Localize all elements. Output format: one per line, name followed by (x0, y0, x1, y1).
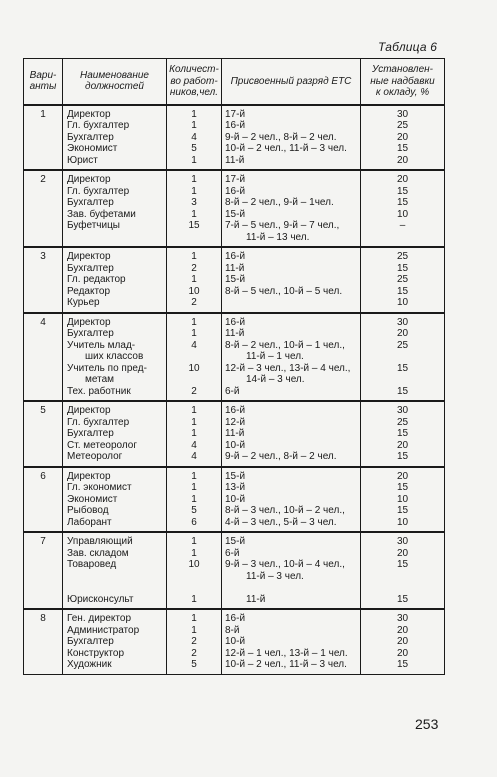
variant-number: 7 (24, 532, 63, 609)
position-name: ших классов (85, 351, 144, 362)
worker-count: 2 (191, 385, 197, 397)
salary-bonus-cell (361, 532, 445, 609)
salary-bonus: 10 (396, 493, 409, 505)
variant-number: 3 (24, 247, 63, 313)
salary-bonus-cell (361, 401, 445, 467)
worker-count (167, 232, 221, 244)
worker-count-cell (167, 532, 222, 609)
salary-bonus: – (399, 220, 406, 231)
header-name: Наименование должностей (63, 59, 167, 105)
worker-count-cell (167, 105, 222, 171)
worker-count: 1 (191, 405, 197, 416)
salary-bonus: 20 (396, 547, 409, 559)
table-row (24, 401, 445, 467)
salary-bonus: 15 (396, 262, 409, 274)
assigned-grade: 7-й – 5 чел., 9-й – 7 чел., (225, 220, 340, 231)
assigned-grade: 16-й (225, 316, 246, 328)
assigned-grade: 11-й – 13 чел. (246, 231, 310, 243)
salary-bonus: 20 (396, 624, 409, 636)
salary-bonus: 20 (396, 470, 409, 482)
position-name: Товаровед (67, 559, 117, 570)
worker-count-cell (167, 467, 222, 533)
worker-count (167, 571, 221, 583)
positions-table (23, 58, 445, 675)
worker-count: 6 (191, 516, 197, 528)
position-name: Гл. бухгалтер (67, 185, 130, 197)
position-name: Тех. работник (67, 385, 131, 397)
worker-count: 1 (191, 274, 197, 285)
salary-bonus: 20 (396, 439, 409, 451)
worker-count: 1 (191, 482, 197, 493)
salary-bonus: 25 (396, 251, 409, 262)
assigned-grade: 16-й (225, 185, 246, 197)
salary-bonus: 15 (396, 385, 409, 397)
salary-bonus: 30 (396, 536, 409, 547)
variant-number: 2 (24, 170, 63, 247)
worker-count: 1 (191, 470, 197, 482)
worker-count: 10 (188, 559, 200, 570)
position-name: Директор (67, 405, 111, 416)
worker-count: 1 (191, 154, 197, 166)
table-row (24, 467, 445, 533)
worker-count: 1 (191, 416, 197, 428)
position-name-cell (63, 532, 167, 609)
salary-bonus: 25 (396, 416, 409, 428)
assigned-grade: 15-й (225, 208, 246, 220)
worker-count-cell (167, 401, 222, 467)
assigned-grade: 4-й – 3 чел., 5-й – 3 чел. (225, 516, 337, 528)
position-name (63, 582, 166, 594)
salary-bonus: 15 (396, 362, 409, 374)
worker-count: 1 (191, 624, 197, 636)
assigned-grade: 16-й (225, 405, 246, 416)
table-body (24, 105, 445, 675)
worker-count: 1 (191, 174, 197, 185)
salary-bonus: 15 (396, 197, 409, 208)
worker-count: 4 (191, 339, 197, 351)
assigned-grade: 11-й – 3 чел. (246, 570, 304, 582)
position-name: метам (85, 374, 115, 385)
worker-count: 1 (191, 251, 197, 262)
assigned-grade: 13-й (225, 482, 246, 493)
salary-bonus: 20 (396, 131, 409, 143)
worker-count-cell (167, 247, 222, 313)
position-name: Директор (67, 251, 111, 262)
header-row (24, 59, 445, 105)
salary-bonus: 20 (396, 174, 409, 185)
header-variant: Вари- анты (24, 59, 63, 105)
assigned-grade: 16-й (225, 120, 246, 131)
assigned-grade: 15-й (225, 470, 246, 482)
worker-count: 2 (191, 647, 197, 659)
salary-bonus: 20 (396, 636, 409, 647)
worker-count (167, 582, 221, 594)
position-name: Директор (67, 470, 111, 482)
salary-bonus-cell (361, 105, 445, 171)
table-title: Таблица 6 (378, 40, 438, 54)
assigned-grade: 12-й – 1 чел., 13-й – 1 чел. (225, 647, 348, 659)
position-name: Рыбовод (67, 505, 109, 516)
assigned-grade: 6-й (225, 547, 240, 559)
position-name: Бухгалтер (67, 328, 114, 339)
position-name: Бухгалтер (67, 636, 114, 647)
position-name: Зав. складом (67, 547, 129, 559)
assigned-grade: 8-й – 2 чел., 9-й – 1чел. (225, 197, 334, 208)
position-name: Бухгалтер (67, 131, 114, 143)
salary-bonus: 15 (396, 593, 409, 605)
worker-count: 2 (191, 636, 197, 647)
assigned-grade: 11-й – 1 чел. (246, 351, 304, 362)
position-name: Администратор (67, 624, 140, 636)
table-row (24, 609, 445, 674)
table-row (24, 532, 445, 609)
assigned-grade: 11-й (225, 428, 245, 439)
position-name: Директор (67, 108, 111, 120)
assigned-grade: 10-й (225, 636, 246, 647)
assigned-grade-cell (222, 401, 361, 467)
salary-bonus: 15 (396, 451, 409, 462)
position-name: Экономист (67, 493, 118, 505)
position-name: Метеоролог (67, 451, 123, 462)
worker-count: 1 (191, 316, 197, 328)
table-row (24, 105, 445, 171)
position-name-cell (63, 170, 167, 247)
salary-bonus-cell (361, 467, 445, 533)
position-name: Юрисконсульт (67, 593, 134, 605)
position-name: Конструктор (67, 647, 125, 659)
variant-number: 6 (24, 467, 63, 533)
salary-bonus: 15 (396, 285, 409, 297)
assigned-grade: 8-й – 5 чел., 10-й – 5 чел. (225, 285, 343, 297)
assigned-grade (222, 297, 360, 309)
worker-count: 15 (188, 220, 200, 231)
assigned-grade: 11-й (246, 593, 266, 605)
salary-bonus: 10 (396, 297, 409, 308)
position-name: Редактор (67, 285, 111, 297)
worker-count: 5 (191, 505, 197, 516)
salary-bonus (361, 582, 444, 594)
worker-count: 2 (191, 262, 197, 274)
position-name: Гл. бухгалтер (67, 416, 130, 428)
worker-count: 1 (191, 185, 197, 197)
worker-count: 1 (191, 593, 197, 605)
salary-bonus: 10 (396, 516, 409, 528)
position-name: Гл. редактор (67, 274, 126, 285)
position-name: Юрист (67, 154, 98, 166)
assigned-grade-cell (222, 170, 361, 247)
assigned-grade: 11-й (225, 154, 245, 166)
position-name: Учитель млад- (67, 339, 136, 351)
salary-bonus: 15 (396, 659, 409, 670)
position-name: Директор (67, 316, 111, 328)
assigned-grade-cell (222, 467, 361, 533)
position-name-cell (63, 609, 167, 674)
assigned-grade-cell (222, 532, 361, 609)
salary-bonus (361, 374, 444, 386)
position-name: Экономист (67, 143, 118, 154)
position-name-cell (63, 467, 167, 533)
worker-count: 10 (188, 285, 200, 297)
position-name: Буфетчицы (67, 220, 120, 231)
salary-bonus: 25 (396, 274, 409, 285)
salary-bonus: 15 (396, 482, 409, 493)
worker-count: 4 (191, 131, 197, 143)
assigned-grade: 8-й (225, 624, 240, 636)
position-name-cell (63, 313, 167, 402)
worker-count: 10 (188, 362, 200, 374)
worker-count-cell (167, 170, 222, 247)
worker-count: 5 (191, 659, 197, 670)
salary-bonus: 20 (396, 154, 409, 166)
variant-number: 5 (24, 401, 63, 467)
assigned-grade: 17-й (225, 108, 246, 120)
position-name: Гл. экономист (67, 482, 132, 493)
worker-count: 1 (191, 536, 197, 547)
salary-bonus-cell (361, 313, 445, 402)
position-name: Ст. метеоролог (67, 439, 138, 451)
salary-bonus: 20 (396, 647, 409, 659)
variant-number: 1 (24, 105, 63, 171)
salary-bonus: 15 (396, 428, 409, 439)
assigned-grade: 12-й (225, 416, 246, 428)
salary-bonus: 15 (396, 505, 409, 516)
salary-bonus: 10 (396, 208, 409, 220)
assigned-grade-cell (222, 247, 361, 313)
header-count: Количест- во работ- ников,чел. (167, 59, 222, 105)
position-name: Ген. директор (67, 613, 132, 624)
worker-count: 4 (191, 451, 197, 462)
assigned-grade: 15-й (225, 274, 246, 285)
worker-count: 4 (191, 439, 197, 451)
assigned-grade: 10-й – 2 чел., 11-й – 3 чел. (225, 659, 347, 670)
assigned-grade: 10-й (225, 493, 246, 505)
assigned-grade: 9-й – 3 чел., 10-й – 4 чел., (225, 559, 345, 570)
worker-count: 1 (191, 613, 197, 624)
assigned-grade: 10-й (225, 439, 246, 451)
salary-bonus: 15 (396, 143, 409, 154)
salary-bonus: 25 (396, 339, 409, 351)
assigned-grade (222, 582, 360, 594)
position-name: Бухгалтер (67, 262, 114, 274)
worker-count: 1 (191, 328, 197, 339)
position-name-cell (63, 401, 167, 467)
salary-bonus: 30 (396, 613, 409, 624)
assigned-grade: 9-й – 2 чел., 8-й – 2 чел. (225, 131, 337, 143)
assigned-grade: 17-й (225, 174, 246, 185)
worker-count: 3 (191, 197, 197, 208)
header-bonus: Установлен- ные надбавки к окладу, % (361, 59, 445, 105)
assigned-grade-cell (222, 313, 361, 402)
assigned-grade: 15-й (225, 536, 246, 547)
table-row (24, 313, 445, 402)
assigned-grade-cell (222, 105, 361, 171)
salary-bonus: 15 (396, 559, 409, 570)
salary-bonus (361, 232, 444, 244)
worker-count-cell (167, 313, 222, 402)
variant-number: 8 (24, 609, 63, 674)
position-name: Учитель по пред- (67, 362, 147, 374)
salary-bonus: 30 (396, 316, 409, 328)
worker-count: 1 (191, 493, 197, 505)
assigned-grade: 9-й – 2 чел., 8-й – 2 чел. (225, 451, 337, 462)
position-name: Бухгалтер (67, 428, 114, 439)
assigned-grade: 11-й (225, 328, 245, 339)
position-name: Курьер (67, 297, 100, 308)
worker-count: 1 (191, 120, 197, 131)
position-name-cell (63, 247, 167, 313)
position-name-cell (63, 105, 167, 171)
assigned-grade: 16-й (225, 613, 246, 624)
salary-bonus-cell (361, 247, 445, 313)
table-row (24, 170, 445, 247)
position-name (63, 571, 166, 583)
table-row (24, 247, 445, 313)
salary-bonus: 15 (396, 185, 409, 197)
salary-bonus: 30 (396, 405, 409, 416)
header-grade: Присвоенный разряд ЕТС (222, 59, 361, 105)
salary-bonus-cell (361, 170, 445, 247)
position-name: Управляющий (67, 536, 133, 547)
worker-count: 1 (191, 108, 197, 120)
position-name: Художник (67, 659, 112, 670)
position-name: Гл. бухгалтер (67, 120, 130, 131)
worker-count: 1 (191, 428, 197, 439)
salary-bonus: 20 (396, 328, 409, 339)
assigned-grade: 14-й – 3 чел. (246, 374, 305, 385)
assigned-grade: 10-й – 2 чел., 11-й – 3 чел. (225, 143, 347, 154)
worker-count: 5 (191, 143, 197, 154)
salary-bonus: 30 (396, 108, 409, 120)
assigned-grade: 16-й (225, 251, 246, 262)
worker-count (167, 351, 221, 363)
assigned-grade: 12-й – 3 чел., 13-й – 4 чел., (225, 362, 351, 374)
salary-bonus (361, 351, 444, 363)
position-name (63, 232, 166, 244)
assigned-grade: 6-й (225, 385, 240, 397)
position-name: Лаборант (67, 516, 112, 528)
worker-count: 2 (191, 297, 197, 308)
position-name: Бухгалтер (67, 197, 114, 208)
assigned-grade: 8-й – 2 чел., 10-й – 1 чел., (225, 339, 345, 351)
assigned-grade-cell (222, 609, 361, 674)
salary-bonus: 25 (396, 120, 409, 131)
assigned-grade: 11-й (225, 262, 245, 274)
variant-number: 4 (24, 313, 63, 402)
assigned-grade: 8-й – 3 чел., 10-й – 2 чел., (225, 505, 345, 516)
salary-bonus (361, 571, 444, 583)
worker-count-cell (167, 609, 222, 674)
worker-count: 1 (191, 208, 197, 220)
page-number: 253 (415, 716, 439, 732)
worker-count: 1 (191, 547, 197, 559)
position-name: Зав. буфетами (67, 208, 136, 220)
worker-count (167, 374, 221, 386)
salary-bonus-cell (361, 609, 445, 674)
position-name: Директор (67, 174, 111, 185)
